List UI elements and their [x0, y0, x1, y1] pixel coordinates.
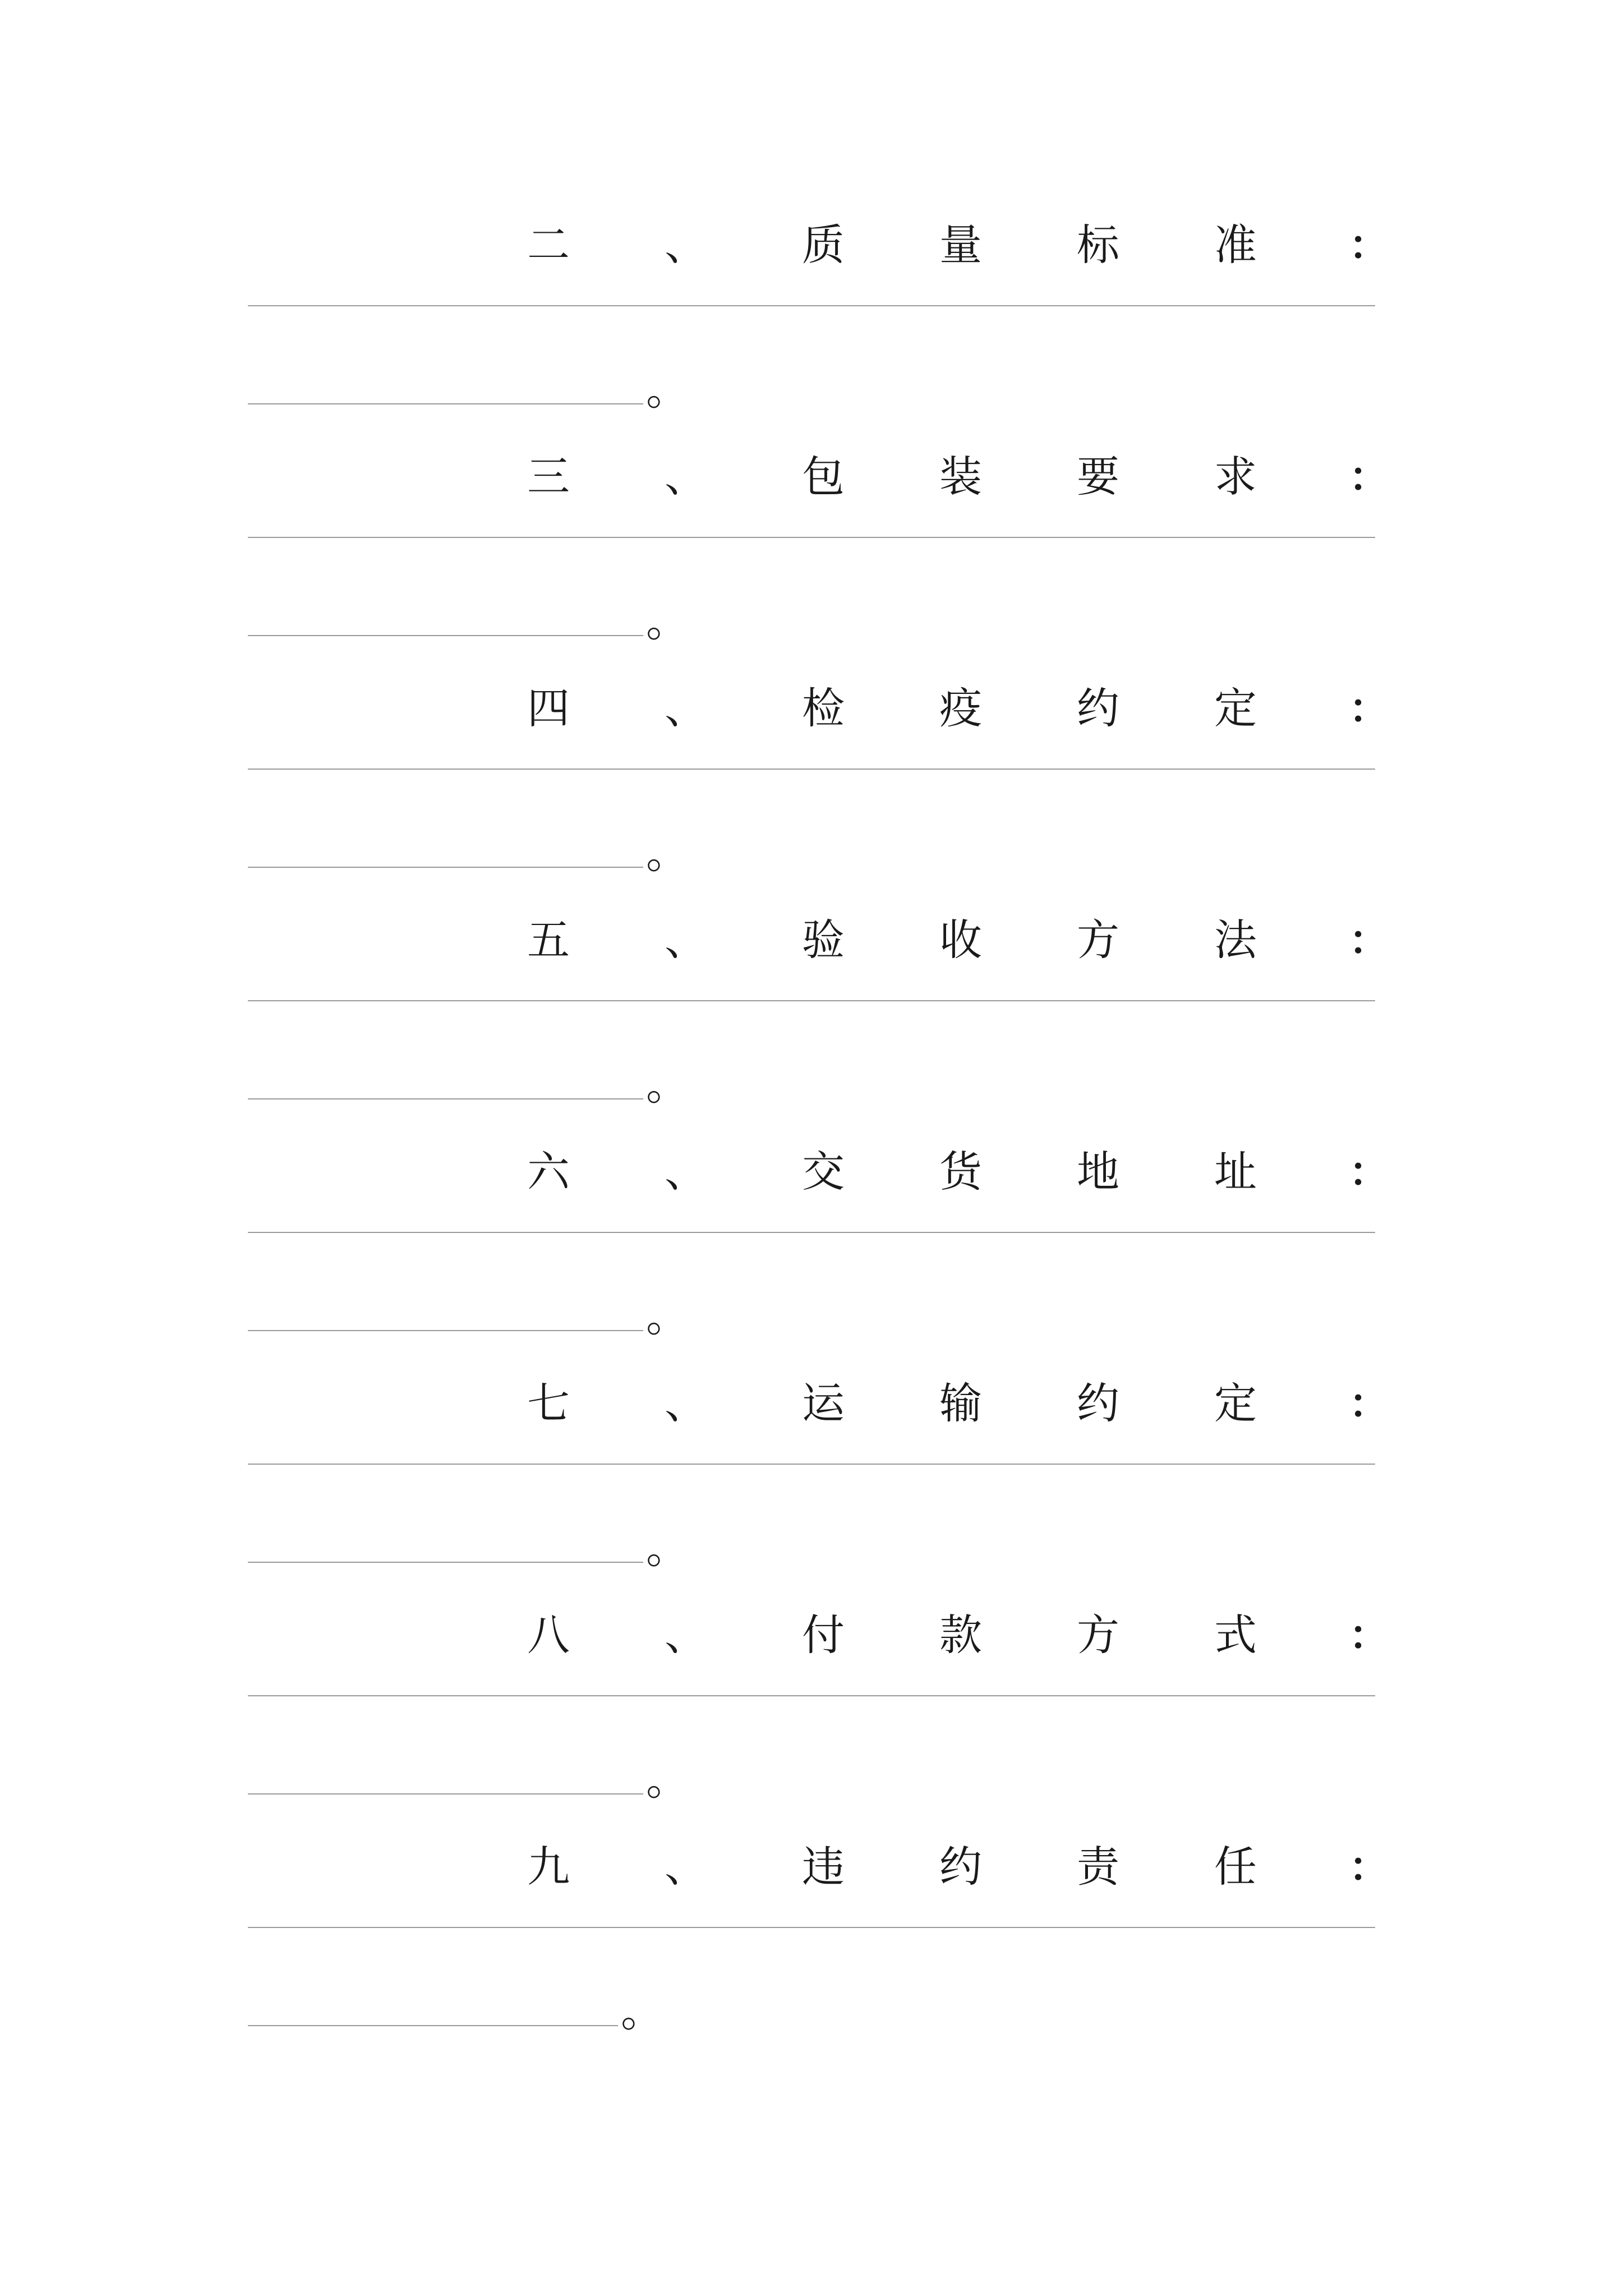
clause-heading	[527, 1833, 1390, 1901]
enumeration-comma: 、	[665, 1610, 707, 1660]
end-period: 。	[646, 1755, 689, 1805]
clause-number: 六	[527, 1147, 570, 1197]
enumeration-comma: 、	[665, 915, 707, 965]
heading-char: 址	[1214, 1147, 1257, 1197]
enumeration-comma: 、	[665, 1147, 707, 1197]
clause-heading	[527, 211, 1390, 279]
heading-colon: ：	[1349, 685, 1390, 732]
heading-char: 方	[1077, 915, 1119, 965]
heading-char: 约	[939, 1842, 982, 1892]
clause-delivery-address	[0, 1138, 1623, 1369]
fill-in-blank-line-short[interactable]	[248, 1562, 643, 1563]
heading-colon: ：	[1349, 222, 1390, 269]
heading-colon: ：	[1349, 1148, 1390, 1195]
fill-in-blank-line-short[interactable]	[248, 635, 643, 636]
clause-liability-for-breach	[0, 1833, 1623, 2064]
heading-colon: ：	[1349, 453, 1390, 500]
fill-in-blank-line[interactable]	[248, 537, 1375, 538]
heading-char: 定	[1214, 683, 1257, 733]
heading-char: 准	[1214, 220, 1257, 270]
fill-in-blank-line[interactable]	[248, 769, 1375, 770]
fill-in-blank-line[interactable]	[248, 1232, 1375, 1233]
clause-number: 二	[527, 220, 570, 270]
clause-heading	[527, 443, 1390, 510]
heading-char: 量	[939, 220, 982, 270]
clause-packaging-requirements	[0, 443, 1623, 674]
heading-char: 运	[802, 1378, 845, 1428]
fill-in-blank-line-short[interactable]	[248, 403, 643, 404]
heading-char: 方	[1077, 1610, 1119, 1660]
heading-char: 装	[939, 452, 982, 501]
heading-char: 标	[1077, 220, 1119, 270]
clause-heading	[527, 675, 1390, 742]
fill-in-blank-line[interactable]	[248, 1464, 1375, 1465]
fill-in-blank-line[interactable]	[248, 305, 1375, 306]
heading-char: 责	[1077, 1842, 1119, 1892]
fill-in-blank-line-short[interactable]	[248, 1330, 643, 1331]
heading-char: 地	[1077, 1147, 1119, 1197]
fill-in-blank-line-short[interactable]	[248, 2025, 618, 2026]
heading-char: 包	[802, 452, 845, 501]
fill-in-blank-line[interactable]	[248, 1695, 1375, 1696]
clause-heading	[527, 1138, 1390, 1205]
heading-char: 疫	[939, 683, 982, 733]
clause-number: 八	[527, 1610, 570, 1660]
heading-char: 验	[802, 915, 845, 965]
clause-number: 九	[527, 1842, 570, 1892]
enumeration-comma: 、	[665, 683, 707, 733]
heading-colon: ：	[1349, 1843, 1390, 1890]
end-period: 。	[621, 1986, 663, 2036]
fill-in-blank-line-short[interactable]	[248, 867, 643, 868]
heading-char: 货	[939, 1147, 982, 1197]
clause-payment-method	[0, 1602, 1623, 1833]
heading-char: 付	[802, 1610, 845, 1660]
heading-char: 交	[802, 1147, 845, 1197]
heading-char: 法	[1214, 915, 1257, 965]
heading-char: 求	[1214, 452, 1257, 501]
heading-char: 违	[802, 1842, 845, 1892]
clause-acceptance-method	[0, 907, 1623, 1138]
heading-char: 式	[1214, 1610, 1257, 1660]
clause-quality-standard	[0, 211, 1623, 443]
fill-in-blank-line[interactable]	[248, 1927, 1375, 1928]
fill-in-blank-line-short[interactable]	[248, 1793, 643, 1795]
heading-char: 款	[939, 1610, 982, 1660]
end-period: 。	[646, 828, 689, 878]
enumeration-comma: 、	[665, 220, 707, 270]
clause-heading	[527, 1602, 1390, 1669]
clause-number: 五	[527, 915, 570, 965]
fill-in-blank-line-short[interactable]	[248, 1098, 643, 1099]
heading-char: 要	[1077, 452, 1119, 501]
fill-in-blank-line[interactable]	[248, 1000, 1375, 1001]
heading-colon: ：	[1349, 917, 1390, 964]
heading-char: 收	[939, 915, 982, 965]
heading-char: 检	[802, 683, 845, 733]
clause-transport-agreement	[0, 1370, 1623, 1601]
heading-char: 任	[1214, 1842, 1257, 1892]
heading-colon: ：	[1349, 1380, 1390, 1427]
heading-char: 定	[1214, 1378, 1257, 1428]
heading-char: 约	[1077, 1378, 1119, 1428]
end-period: 。	[646, 1523, 689, 1573]
clause-number: 四	[527, 683, 570, 733]
end-period: 。	[646, 1060, 689, 1110]
end-period: 。	[646, 365, 689, 415]
clause-number: 三	[527, 452, 570, 501]
enumeration-comma: 、	[665, 1378, 707, 1428]
enumeration-comma: 、	[665, 452, 707, 501]
heading-colon: ：	[1349, 1612, 1390, 1659]
end-period: 。	[646, 596, 689, 646]
heading-char: 质	[802, 220, 845, 270]
heading-char: 约	[1077, 683, 1119, 733]
clause-number: 七	[527, 1378, 570, 1428]
clause-heading	[527, 1370, 1390, 1437]
enumeration-comma: 、	[665, 1842, 707, 1892]
clause-quarantine-agreement	[0, 675, 1623, 906]
heading-char: 输	[939, 1378, 982, 1428]
end-period: 。	[646, 1291, 689, 1341]
clause-heading	[527, 907, 1390, 974]
